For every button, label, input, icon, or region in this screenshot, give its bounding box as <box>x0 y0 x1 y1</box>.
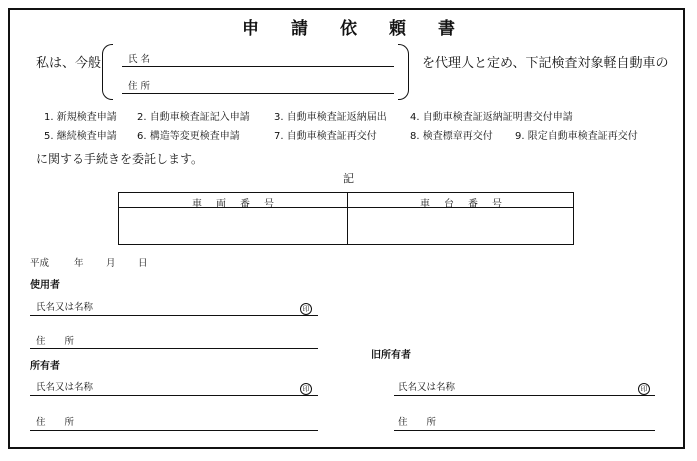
agent-name-label: 氏 名 <box>128 54 151 65</box>
intro-lead: 私は、今般 <box>36 56 102 71</box>
user-name-label: 氏名又は名称 <box>36 302 94 313</box>
agent-name-line[interactable] <box>122 66 394 67</box>
owner-address-label: 住 所 <box>36 417 75 428</box>
item-continued-inspection: 5. 継続検査申請 <box>44 131 117 142</box>
owner-name-label: 氏名又は名称 <box>36 382 94 393</box>
owner-name-line[interactable] <box>30 395 318 396</box>
right-bracket <box>398 44 409 100</box>
intro-tail: を代理人と定め、下記検査対象軽自動車の <box>422 56 669 71</box>
previous-owner-name-label: 氏名又は名称 <box>398 382 456 393</box>
previous-owner-heading: 旧所有者 <box>371 350 411 361</box>
item-new-inspection: 1. 新規検査申請 <box>44 112 117 123</box>
agent-address-line[interactable] <box>122 93 394 94</box>
item-structure-change: 6. 構造等変更検査申請 <box>137 131 240 142</box>
item-sticker-reissue: 8. 検査標章再交付 <box>410 131 493 142</box>
vehicle-table <box>118 192 574 245</box>
user-address-line[interactable] <box>30 348 318 349</box>
date-year: 年 <box>74 258 84 269</box>
previous-owner-name-line[interactable] <box>394 395 655 396</box>
owner-heading: 所有者 <box>30 361 60 372</box>
left-bracket <box>102 44 113 100</box>
owner-address-line[interactable] <box>30 430 318 431</box>
previous-owner-address-label: 住 所 <box>398 417 437 428</box>
form-sheet <box>8 8 685 449</box>
delegation-text: に関する手続きを委託します。 <box>36 152 204 166</box>
date-era: 平成 <box>30 258 50 269</box>
item-limited-reissue: 9. 限定自動車検査証再交付 <box>515 131 638 142</box>
ki-heading: 記 <box>343 172 354 185</box>
user-seal-icon: 印 <box>300 303 312 315</box>
user-name-line[interactable] <box>30 315 318 316</box>
item-certificate-entry: 2. 自動車検査証記入申請 <box>137 112 250 123</box>
item-certificate-return: 3. 自動車検査証返納届出 <box>274 112 387 123</box>
date-day: 日 <box>138 258 148 269</box>
user-address-label: 住 所 <box>36 336 75 347</box>
owner-seal-icon: 印 <box>300 383 312 395</box>
date-month: 月 <box>106 258 116 269</box>
previous-owner-seal-icon: 印 <box>638 383 650 395</box>
chassis-number-header: 車台番号 <box>420 199 516 210</box>
item-return-proof: 4. 自動車検査証返納証明書交付申請 <box>410 112 573 123</box>
agent-address-label: 住 所 <box>128 81 151 92</box>
vehicle-number-header: 車両番号 <box>192 199 288 210</box>
user-heading: 使用者 <box>30 280 60 291</box>
form-title: 申請依頼書 <box>242 19 487 39</box>
previous-owner-address-line[interactable] <box>394 430 655 431</box>
item-certificate-reissue: 7. 自動車検査証再交付 <box>274 131 377 142</box>
